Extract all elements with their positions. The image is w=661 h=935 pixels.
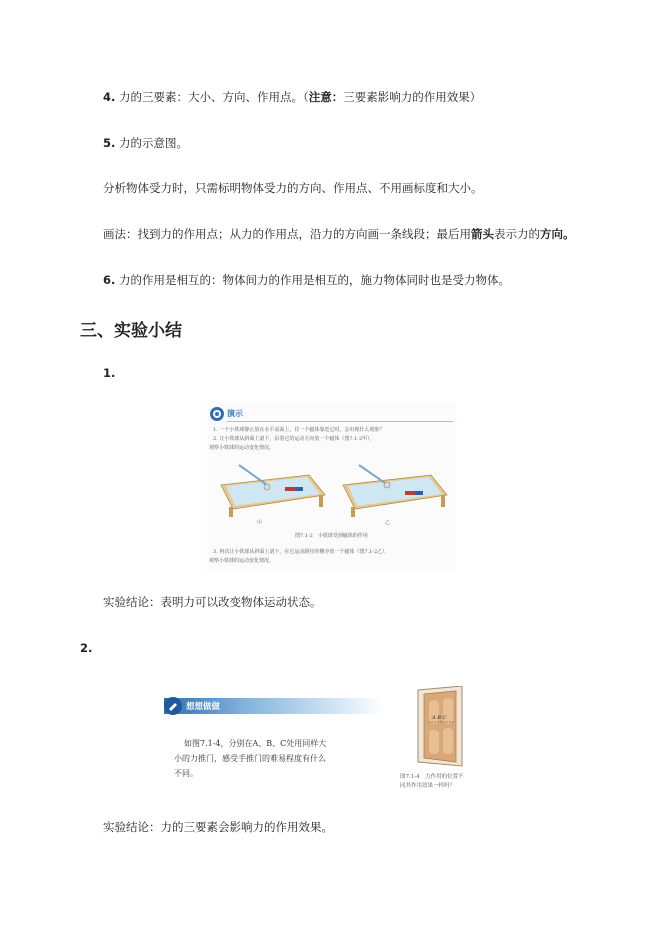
table-b <box>343 465 447 517</box>
exp2-conclusion: 实验结论：力的三要素会影响力的作用效果。 <box>103 820 333 834</box>
think-do-title: 想想做做 <box>186 702 221 712</box>
item-5 <box>103 135 188 151</box>
exp1-number: 1. <box>103 366 116 380</box>
method-text-c: 表示力的 <box>494 227 540 241</box>
demo-line-3b: 观察小铁球的运动变化情况。 <box>209 558 275 564</box>
door-illustration <box>416 686 468 768</box>
item-number: 4. <box>103 90 116 104</box>
exp1-conclusion: 实验结论：表明力可以改变物体运动状态。 <box>103 595 322 609</box>
demo-header <box>209 406 229 422</box>
item-text: 力的三要素：大小、方向、作用点。（ <box>119 90 309 104</box>
exp2-number: 2. <box>80 641 93 655</box>
door-labels: A B C <box>432 715 447 721</box>
think-do-line-2: 小的力推门，感受手推门的难易程度有什么 <box>174 754 326 763</box>
label-jia: 甲 <box>257 520 263 526</box>
item-number: 5. <box>103 136 116 150</box>
label-yi: 乙 <box>385 520 391 526</box>
demo-line-2b: 观察小铁球的运动变化情况。 <box>209 445 275 451</box>
demo-line-1: 1. 一个小铁球静止放在水平桌面上，往一个磁体靠近它时，会出现什么现象？ <box>213 427 385 433</box>
method-direction-bold: 方向。 <box>540 227 575 241</box>
door-caption-2: 同其作用效果一样吗？ <box>400 783 456 789</box>
think-do-line-3: 不同。 <box>174 769 198 778</box>
door-caption-1: 图7.1-4 力作用的位置不 <box>400 774 464 780</box>
note-label: 注意： <box>308 90 344 104</box>
method-paragraph <box>103 226 575 242</box>
demo-figure <box>207 402 455 572</box>
item-text: 力的示意图。 <box>119 136 189 150</box>
section-heading: 三、实验小结 <box>80 321 182 341</box>
table-a <box>221 465 325 517</box>
method-arrow-bold: 箭头 <box>471 227 494 241</box>
item-4 <box>103 89 481 105</box>
demo-line-3: 3. 再次让小铁球从斜面上滚下，在它运动路径的侧旁放一个磁体（图7.1-2乙）， <box>213 549 390 555</box>
demo-title: 演示 <box>227 408 243 418</box>
item-text: 力的作用是相互的：物体间力的作用是相互的，施力物体同时也是受力物体。 <box>119 273 511 287</box>
think-do-line-1: 如图7.1-4，分别在A、B、C处用同样大 <box>184 739 327 748</box>
demo-tables-illustration <box>209 457 453 527</box>
demo-icon <box>209 406 229 422</box>
item-6 <box>103 272 510 288</box>
note-text: 三要素影响力的作用效果） <box>343 90 482 104</box>
analysis-paragraph: 分析物体受力时，只需标明物体受力的方向、作用点、不用画标度和大小。 <box>103 181 483 195</box>
think-do-figure <box>160 684 482 794</box>
item-number: 6. <box>103 273 116 287</box>
method-text-a: 画法：找到力的作用点；从力的作用点，沿力的方向画一条线段；最后用 <box>103 227 471 241</box>
demo-line-2: 2. 让小铁球从斜面上滚下，沿着它的运动方向放一个磁体（图7.1-2甲）， <box>213 436 375 442</box>
divider <box>227 421 453 422</box>
figure-caption: 图7.1-2 小铁球受到磁体的作用 <box>295 533 368 539</box>
